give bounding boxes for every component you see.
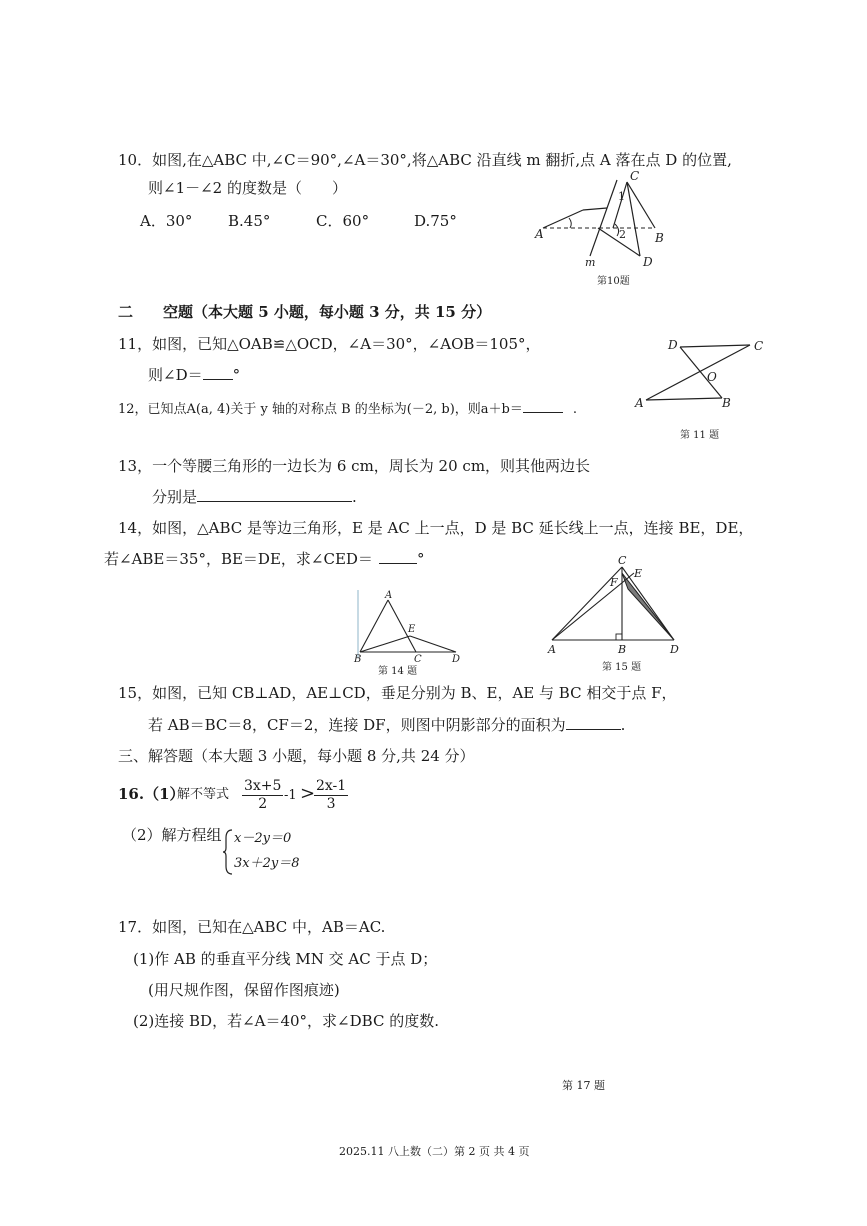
q15-line1: 15，如图，已知 CB⊥AD，AE⊥CD，垂足分别为 B、E，AE 与 BC 相交于点 F， — [118, 684, 677, 702]
q15-fig-label-d: D — [670, 643, 679, 656]
q14-fig-caption: 第 14 题 — [378, 666, 418, 677]
q15-line2 — [148, 714, 625, 735]
q11-line1: 11，如图，已知△OAB≌△OCD，∠A＝30°，∠AOB＝105°， — [118, 335, 541, 353]
q15-right-angle-mark — [616, 634, 622, 640]
q11-answer-blank[interactable] — [203, 364, 233, 380]
q13-line2 — [152, 486, 357, 507]
q15-fig-label-b: B — [618, 643, 627, 656]
q13-line2-suffix: . — [352, 488, 357, 506]
q14-answer-blank[interactable] — [379, 548, 417, 564]
q12-line — [118, 397, 577, 420]
q14-line2-prefix: 若∠ABE＝35°，BE＝DE，求∠CED＝ — [104, 550, 373, 568]
q16-part1-label: 解不等式 — [177, 787, 230, 802]
q14-line2-suffix: ° — [416, 550, 425, 568]
q11-figure — [632, 335, 772, 445]
q16-minus-one: -1 — [284, 788, 297, 803]
q11-fig-label-a: A — [635, 396, 644, 410]
q10-fig-label-1: 1 — [618, 190, 625, 203]
q11-line-ca — [646, 345, 750, 400]
q16-equation-1: x－2y＝0 — [234, 831, 292, 846]
q10-line-ab — [583, 208, 607, 210]
q11-fig-label-b: B — [722, 396, 731, 410]
q17-line4: (2)连接 BD，若∠A＝40°，求∠DBC 的度数. — [133, 1012, 439, 1030]
q10-figure — [535, 168, 675, 293]
section3-title: 三、解答题（本大题 3 小题，每小题 8 分,共 24 分） — [118, 747, 475, 765]
q11-fig-label-o: O — [707, 370, 717, 384]
q16-frac2-denominator: 3 — [326, 796, 336, 812]
q10-option-a: A．30° — [140, 212, 193, 230]
q10-fig-label-b: B — [655, 231, 664, 245]
q10-fig-label-c: C — [630, 169, 640, 183]
q10-fig-label-a: A — [535, 227, 544, 241]
q11-line2-prefix: 则∠D＝ — [148, 366, 203, 384]
q14-figure — [352, 588, 467, 678]
q10-line-c-down — [613, 182, 627, 228]
q14-fig-label-c: C — [414, 654, 422, 665]
q11-fig-label-d: D — [668, 338, 678, 352]
q14-fig-label-b: B — [354, 654, 362, 665]
q12-answer-blank[interactable] — [523, 397, 563, 413]
q14-fig-label-d: D — [452, 654, 461, 665]
q16-brace-path — [223, 830, 232, 874]
section2-title: 二 空题（本大题 5 小题，每小题 3 分，共 15 分） — [118, 303, 492, 321]
q12-text: 12，已知点A(a, 4)关于 y 轴的对称点 B 的坐标为(－2, b)，则a＋b＝ — [118, 402, 523, 417]
q17-line2: (1)作 AB 的垂直平分线 MN 交 AC 于点 D； — [133, 950, 438, 968]
q15-line2-suffix: . — [620, 716, 626, 734]
q10-option-d: D.75° — [414, 212, 457, 230]
q15-figure — [542, 553, 692, 678]
q14-fig-label-e: E — [408, 624, 416, 635]
q10-option-b: B.45° — [228, 212, 271, 230]
q11-line-dc — [680, 345, 750, 347]
q13-line1: 13，一个等腰三角形的一边长为 6 cm，周长为 20 cm，则其他两边长 — [118, 457, 591, 475]
q16-frac2-numerator: 2x-1 — [316, 778, 347, 794]
q10-fig-label-d: D — [643, 255, 653, 269]
q15-fig-caption: 第 15 题 — [602, 662, 642, 673]
q13-line2-prefix: 分别是 — [152, 488, 198, 506]
q15-answer-blank[interactable] — [566, 714, 621, 730]
q14-line1: 14，如图，△ABC 是等边三角形，E 是 AC 上一点，D 是 BC 延长线上一点，连接 BE，DE， — [118, 519, 754, 537]
page-footer: 2025.11 八上数（二）第 2 页 共 4 页 — [339, 1145, 530, 1158]
q11-line2-suffix: ° — [232, 366, 241, 384]
q11-fig-caption: 第 11 题 — [680, 430, 720, 441]
q16-frac1-denominator: 2 — [258, 796, 268, 812]
q15-fig-label-f: F — [610, 576, 618, 589]
q10-fig-label-2: 2 — [619, 228, 626, 241]
q17-line3: (用尺规作图，保留作图痕迹) — [148, 981, 340, 999]
q10-line1: 10．如图,在△ABC 中,∠C＝90°,∠A＝30°,将△ABC 沿直线 m 翻折,点 A 落在点 D 的位置, — [118, 151, 732, 169]
q15-fig-label-c: C — [618, 554, 627, 567]
q16-fraction-1 — [242, 778, 283, 813]
q14-fig-label-a: A — [385, 590, 393, 601]
q12-suffix: . — [572, 402, 578, 417]
q10-fig-label-m: m — [585, 256, 596, 269]
q10-line-fold-left — [543, 210, 583, 228]
q15-fig-label-e: E — [634, 567, 643, 580]
q10-option-c: C．60° — [316, 212, 370, 230]
q10-line2: 则∠1－∠2 的度数是（ ） — [148, 179, 347, 197]
q15-line-cd — [622, 567, 674, 640]
q13-answer-blank[interactable] — [197, 486, 352, 502]
q10-angle-1-arc — [569, 218, 571, 228]
q14-line-ed — [410, 636, 456, 652]
q16-equation-2: 3x＋2y＝8 — [234, 856, 300, 871]
q10-line-m — [590, 180, 617, 256]
q16-fraction-2 — [314, 778, 348, 813]
q17-line1: 17．如图，已知在△ABC 中，AB＝AC. — [118, 918, 386, 936]
q11-line2 — [148, 364, 240, 385]
q17-fig-caption: 第 17 题 — [562, 1079, 605, 1092]
q16-relation-sign: > — [300, 783, 316, 804]
q15-line2-prefix: 若 AB＝BC＝8，CF＝2，连接 DF，则图中阴影部分的面积为 — [148, 716, 566, 734]
q11-fig-label-c: C — [754, 339, 764, 353]
q14-line2 — [104, 548, 424, 569]
q16-part2-label: （2）解方程组 — [122, 826, 222, 844]
q16-part1-prefix: 16.（1） — [118, 785, 185, 803]
q10-fig-caption: 第10题 — [597, 276, 630, 287]
q11-line-ab — [646, 398, 722, 400]
q15-fig-label-a: A — [548, 643, 556, 656]
q16-frac1-numerator: 3x+5 — [244, 778, 282, 794]
